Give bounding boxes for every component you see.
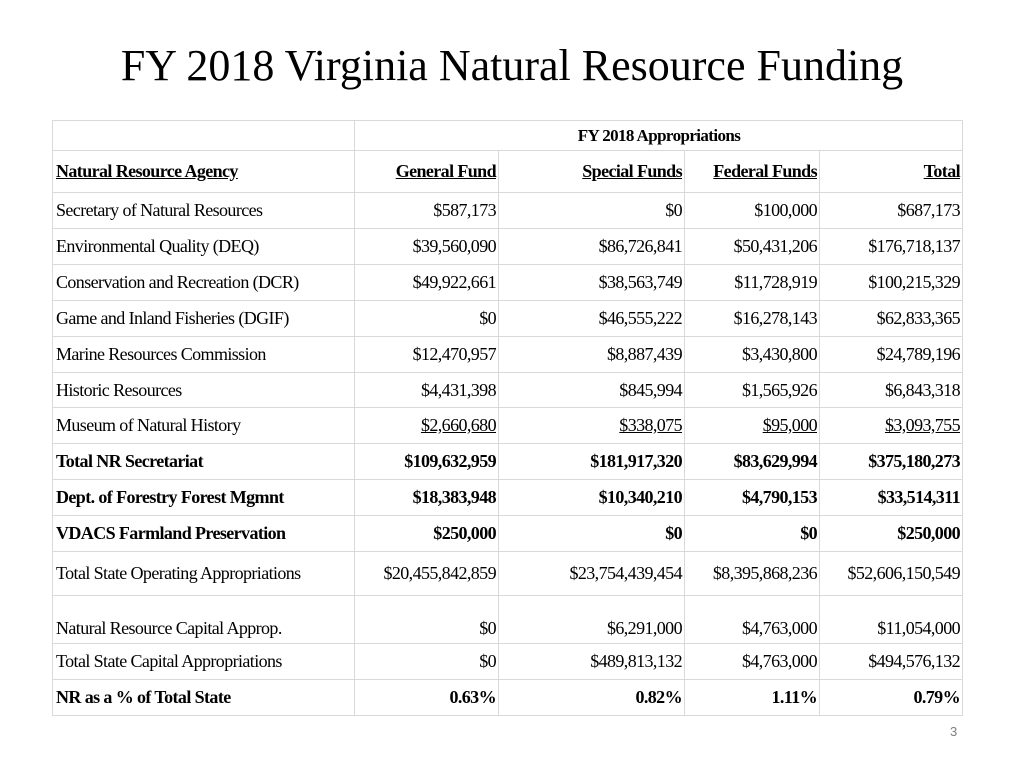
total-cell: $375,180,273 (820, 444, 963, 480)
federal-funds-cell: $50,431,206 (685, 229, 820, 265)
table-row (53, 301, 963, 337)
table-row-total (53, 444, 963, 480)
federal-funds-cell: $11,728,919 (685, 265, 820, 301)
agency-cell: Secretary of Natural Resources (53, 193, 355, 229)
column-header-federal-funds: Federal Funds (685, 151, 820, 193)
general-fund-cell: $39,560,090 (355, 229, 499, 265)
special-funds-cell: $10,340,210 (499, 480, 685, 516)
special-funds-cell: 0.82% (499, 680, 685, 716)
general-fund-cell: $587,173 (355, 193, 499, 229)
federal-funds-cell: $0 (685, 516, 820, 552)
general-fund-cell: $20,455,842,859 (355, 552, 499, 596)
general-fund-cell: $0 (355, 644, 499, 680)
special-funds-cell: $0 (499, 193, 685, 229)
table-row (53, 193, 963, 229)
total-cell: $24,789,196 (820, 337, 963, 373)
general-fund-cell: $2,660,680 (355, 408, 499, 444)
table-row (53, 229, 963, 265)
page-number: 3 (950, 724, 958, 739)
special-funds-cell: $6,291,000 (499, 596, 685, 644)
agency-cell: Historic Resources (53, 373, 355, 408)
column-header-special-funds: Special Funds (499, 151, 685, 193)
federal-funds-cell: $1,565,926 (685, 373, 820, 408)
column-header-agency: Natural Resource Agency (53, 151, 355, 193)
total-cell: 0.79% (820, 680, 963, 716)
special-funds-cell: $181,917,320 (499, 444, 685, 480)
agency-cell: Game and Inland Fisheries (DGIF) (53, 301, 355, 337)
table-row (53, 337, 963, 373)
federal-funds-cell: $16,278,143 (685, 301, 820, 337)
table-row (53, 644, 963, 680)
federal-funds-cell: $100,000 (685, 193, 820, 229)
agency-cell: Total State Capital Appropriations (53, 644, 355, 680)
special-funds-cell: $338,075 (499, 408, 685, 444)
special-funds-cell: $845,994 (499, 373, 685, 408)
general-fund-cell: 0.63% (355, 680, 499, 716)
funding-table (52, 120, 963, 716)
special-funds-cell: $46,555,222 (499, 301, 685, 337)
group-header-row (53, 121, 963, 151)
special-funds-cell: $489,813,132 (499, 644, 685, 680)
total-cell: $250,000 (820, 516, 963, 552)
total-cell: $62,833,365 (820, 301, 963, 337)
general-fund-cell: $18,383,948 (355, 480, 499, 516)
table-row (53, 480, 963, 516)
agency-cell: NR as a % of Total State (53, 680, 355, 716)
slide-title: FY 2018 Virginia Natural Resource Funding (120, 41, 904, 90)
special-funds-cell: $8,887,439 (499, 337, 685, 373)
column-header-total: Total (820, 151, 963, 193)
total-cell: $33,514,311 (820, 480, 963, 516)
total-cell: $687,173 (820, 193, 963, 229)
general-fund-cell: $109,632,959 (355, 444, 499, 480)
table-row (53, 516, 963, 552)
agency-cell: Museum of Natural History (53, 408, 355, 444)
table-row (53, 596, 963, 644)
agency-cell: Total NR Secretariat (53, 444, 355, 480)
agency-cell: Total State Operating Appropriations (53, 552, 355, 596)
federal-funds-cell: $8,395,868,236 (685, 552, 820, 596)
agency-cell: Natural Resource Capital Approp. (53, 596, 355, 644)
agency-cell: Dept. of Forestry Forest Mgmnt (53, 480, 355, 516)
federal-funds-cell: $4,763,000 (685, 644, 820, 680)
total-cell: $100,215,329 (820, 265, 963, 301)
special-funds-cell: $23,754,439,454 (499, 552, 685, 596)
total-cell: $3,093,755 (820, 408, 963, 444)
column-header-row (53, 151, 963, 193)
table-row (53, 680, 963, 716)
agency-cell: Environmental Quality (DEQ) (53, 229, 355, 265)
empty-header-cell (53, 121, 355, 151)
table-row (53, 552, 963, 596)
agency-cell: VDACS Farmland Preservation (53, 516, 355, 552)
agency-cell: Marine Resources Commission (53, 337, 355, 373)
total-cell: $494,576,132 (820, 644, 963, 680)
federal-funds-cell: $83,629,994 (685, 444, 820, 480)
appropriations-group-header: FY 2018 Appropriations (355, 121, 963, 151)
table-row (53, 373, 963, 408)
federal-funds-cell: $3,430,800 (685, 337, 820, 373)
funding-table-container (52, 120, 963, 716)
table-row (53, 265, 963, 301)
column-header-general-fund: General Fund (355, 151, 499, 193)
federal-funds-cell: $4,790,153 (685, 480, 820, 516)
general-fund-cell: $49,922,661 (355, 265, 499, 301)
total-cell: $176,718,137 (820, 229, 963, 265)
total-cell: $6,843,318 (820, 373, 963, 408)
total-cell: $11,054,000 (820, 596, 963, 644)
general-fund-cell: $250,000 (355, 516, 499, 552)
federal-funds-cell: $4,763,000 (685, 596, 820, 644)
special-funds-cell: $86,726,841 (499, 229, 685, 265)
special-funds-cell: $0 (499, 516, 685, 552)
federal-funds-cell: 1.11% (685, 680, 820, 716)
general-fund-cell: $4,431,398 (355, 373, 499, 408)
table-row (53, 408, 963, 444)
general-fund-cell: $0 (355, 301, 499, 337)
general-fund-cell: $0 (355, 596, 499, 644)
general-fund-cell: $12,470,957 (355, 337, 499, 373)
total-cell: $52,606,150,549 (820, 552, 963, 596)
agency-cell: Conservation and Recreation (DCR) (53, 265, 355, 301)
special-funds-cell: $38,563,749 (499, 265, 685, 301)
federal-funds-cell: $95,000 (685, 408, 820, 444)
